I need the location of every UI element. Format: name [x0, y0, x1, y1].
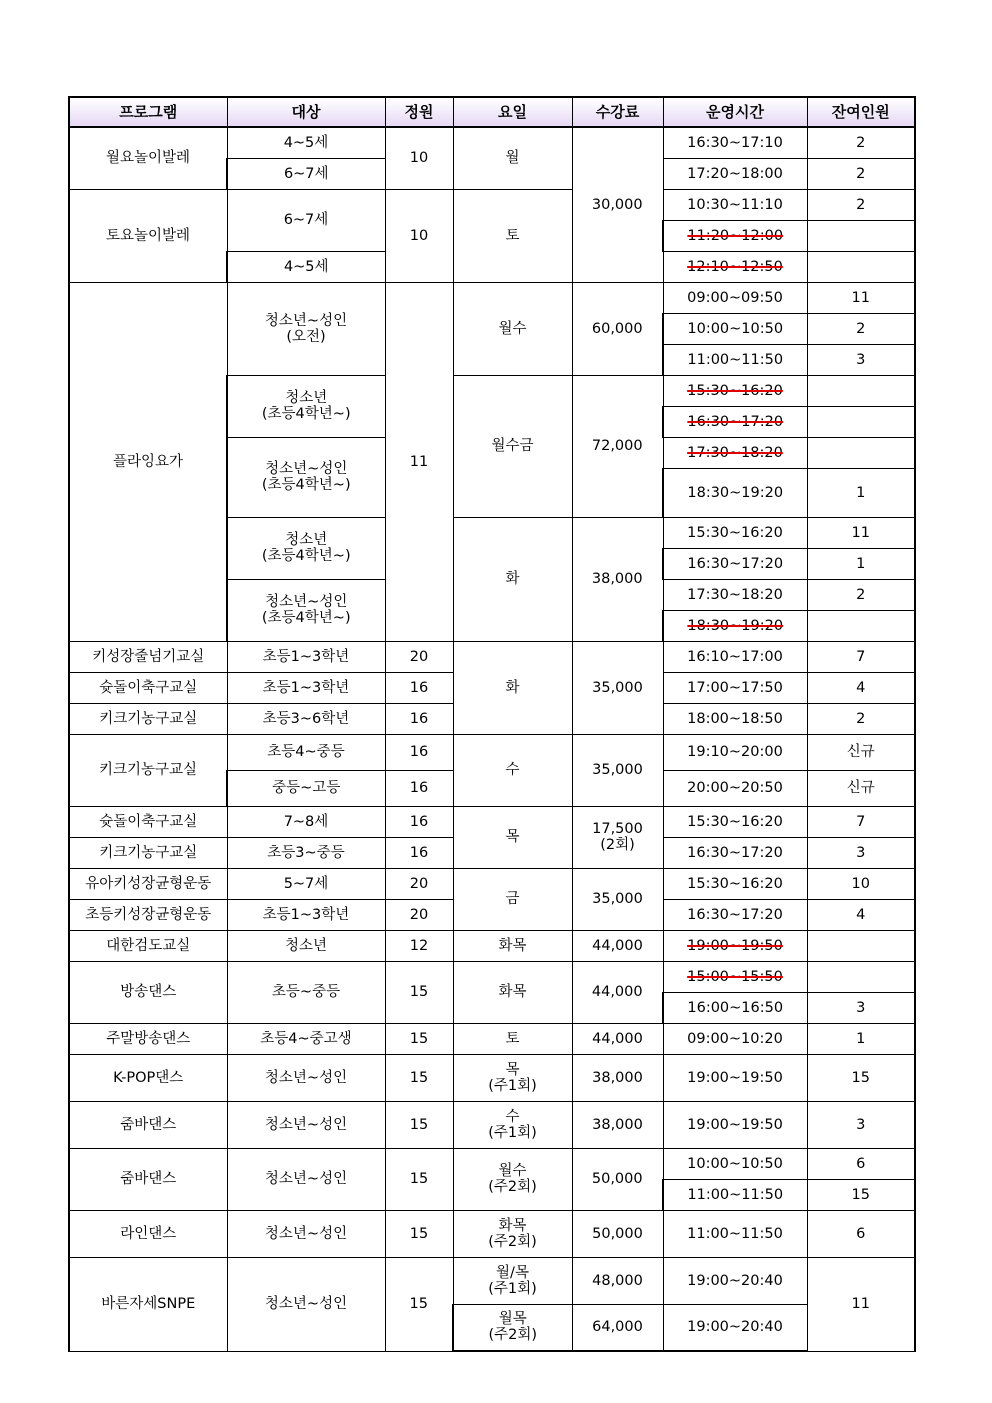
remain-cell	[807, 610, 915, 641]
remain-cell: 4	[807, 672, 915, 703]
capacity-cell: 15	[385, 1210, 453, 1257]
program-cell: 줌바댄스	[69, 1101, 227, 1148]
capacity-cell: 16	[385, 672, 453, 703]
remain-cell: 3	[807, 344, 915, 375]
capacity-cell: 15	[385, 1023, 453, 1054]
day-cell: 화목 (주2회)	[453, 1210, 572, 1257]
capacity-cell: 15	[385, 1054, 453, 1101]
program-cell: 월요놀이발레	[69, 127, 227, 189]
program-cell: 슛돌이축구교실	[69, 672, 227, 703]
capacity-cell: 20	[385, 899, 453, 930]
fee-cell: 50,000	[572, 1148, 663, 1210]
header-time: 운영시간	[663, 97, 807, 127]
capacity-cell: 20	[385, 641, 453, 672]
program-cell: 키크기농구교실	[69, 703, 227, 734]
capacity-cell: 16	[385, 770, 453, 806]
program-cell: K-POP댄스	[69, 1054, 227, 1101]
time-cell: 19:00~20:40	[663, 1257, 807, 1304]
time-cell: 18:00~18:50	[663, 703, 807, 734]
day-cell: 월	[453, 127, 572, 189]
program-cell: 토요놀이발레	[69, 189, 227, 282]
fee-cell: 38,000	[572, 1101, 663, 1148]
day-cell: 화	[453, 641, 572, 734]
time-cell: 11:00~11:50	[663, 344, 807, 375]
remain-cell: 3	[807, 992, 915, 1023]
capacity-cell: 15	[385, 1101, 453, 1148]
remain-cell: 1	[807, 468, 915, 517]
day-cell: 월수	[453, 282, 572, 375]
header-remain: 잔여인원	[807, 97, 915, 127]
day-cell: 화목	[453, 930, 572, 961]
capacity-cell: 15	[385, 1148, 453, 1210]
time-cell: 20:00~20:50	[663, 770, 807, 806]
fee-cell: 35,000	[572, 868, 663, 930]
remain-cell: 7	[807, 641, 915, 672]
remain-cell: 2	[807, 703, 915, 734]
time-cell: 11:00~11:50	[663, 1210, 807, 1257]
fee-cell: 64,000	[572, 1304, 663, 1351]
target-cell: 초등1~3학년	[227, 641, 385, 672]
day-cell: 목	[453, 806, 572, 868]
remain-cell: 11	[807, 517, 915, 548]
time-cell: 19:00~19:50	[663, 1054, 807, 1101]
target-cell: 청소년~성인	[227, 1210, 385, 1257]
target-cell: 중등~고등	[227, 770, 385, 806]
time-cell: 15:30~16:20	[663, 806, 807, 837]
table-row	[69, 1054, 915, 1101]
time-cell: 15:30~16:20	[663, 868, 807, 899]
capacity-cell: 10	[385, 189, 453, 282]
table-row	[69, 961, 915, 992]
program-cell: 키크기농구교실	[69, 734, 227, 806]
table-row	[69, 1148, 915, 1179]
time-cell: 16:30~17:20	[663, 837, 807, 868]
remain-cell	[807, 437, 915, 468]
time-cell-closed: 15:30~16:20	[663, 375, 807, 406]
target-cell: 청소년	[227, 930, 385, 961]
table-row	[69, 1023, 915, 1054]
time-cell-closed: 16:30~17:20	[663, 406, 807, 437]
table-row	[69, 868, 915, 899]
target-cell: 청소년~성인 (초등4학년~)	[227, 579, 385, 641]
day-cell: 토	[453, 1023, 572, 1054]
fee-cell: 17,500 (2회)	[572, 806, 663, 868]
target-cell: 5~7세	[227, 868, 385, 899]
capacity-cell: 16	[385, 806, 453, 837]
header-capacity: 정원	[385, 97, 453, 127]
capacity-cell: 20	[385, 868, 453, 899]
program-cell: 플라잉요가	[69, 282, 227, 641]
table-row	[69, 127, 915, 158]
capacity-cell: 15	[385, 1257, 453, 1351]
day-cell: 화목	[453, 961, 572, 1023]
remain-cell	[807, 961, 915, 992]
table-row	[69, 1257, 915, 1304]
remain-cell: 7	[807, 806, 915, 837]
time-cell-closed: 15:00~15:50	[663, 961, 807, 992]
table-row	[69, 930, 915, 961]
fee-cell: 30,000	[572, 127, 663, 282]
remain-cell: 신규	[807, 770, 915, 806]
time-cell: 18:30~19:20	[663, 468, 807, 517]
target-cell: 청소년~성인 (오전)	[227, 282, 385, 375]
table-row	[69, 734, 915, 770]
program-cell: 초등키성장균형운동	[69, 899, 227, 930]
day-cell: 월/목 (주1회)	[453, 1257, 572, 1304]
time-cell: 15:30~16:20	[663, 517, 807, 548]
remain-cell: 6	[807, 1148, 915, 1179]
target-cell: 청소년~성인	[227, 1054, 385, 1101]
remain-cell: 1	[807, 548, 915, 579]
time-cell: 16:10~17:00	[663, 641, 807, 672]
remain-cell: 10	[807, 868, 915, 899]
target-cell: 4~5세	[227, 251, 385, 282]
remain-cell: 신규	[807, 734, 915, 770]
target-cell: 초등4~중등	[227, 734, 385, 770]
fee-cell: 35,000	[572, 734, 663, 806]
target-cell: 초등4~중고생	[227, 1023, 385, 1054]
time-cell: 09:00~09:50	[663, 282, 807, 313]
target-cell: 청소년 (초등4학년~)	[227, 375, 385, 437]
capacity-cell: 11	[385, 282, 453, 641]
target-cell: 청소년~성인	[227, 1148, 385, 1210]
day-cell: 월수금	[453, 375, 572, 517]
target-cell: 초등3~6학년	[227, 703, 385, 734]
program-cell: 라인댄스	[69, 1210, 227, 1257]
time-cell: 10:00~10:50	[663, 1148, 807, 1179]
target-cell: 청소년~성인	[227, 1257, 385, 1351]
table-row	[69, 189, 915, 220]
program-cell: 키크기농구교실	[69, 837, 227, 868]
remain-cell: 11	[807, 282, 915, 313]
fee-cell: 50,000	[572, 1210, 663, 1257]
table-row	[69, 641, 915, 672]
target-cell: 초등3~중등	[227, 837, 385, 868]
capacity-cell: 16	[385, 734, 453, 770]
target-cell: 초등1~3학년	[227, 672, 385, 703]
remain-cell: 6	[807, 1210, 915, 1257]
program-cell: 바른자세SNPE	[69, 1257, 227, 1351]
remain-cell	[807, 930, 915, 961]
day-cell: 수	[453, 734, 572, 806]
time-cell-closed: 18:30~19:20	[663, 610, 807, 641]
target-cell: 7~8세	[227, 806, 385, 837]
time-cell: 17:20~18:00	[663, 158, 807, 189]
time-cell: 17:00~17:50	[663, 672, 807, 703]
time-cell: 10:30~11:10	[663, 189, 807, 220]
capacity-cell: 16	[385, 703, 453, 734]
target-cell: 청소년 (초등4학년~)	[227, 517, 385, 579]
remain-cell: 3	[807, 1101, 915, 1148]
time-cell: 17:30~18:20	[663, 579, 807, 610]
time-cell-closed: 11:20~12:00	[663, 220, 807, 251]
fee-cell: 48,000	[572, 1257, 663, 1304]
fee-cell: 72,000	[572, 375, 663, 517]
remain-cell: 2	[807, 313, 915, 344]
fee-cell: 44,000	[572, 930, 663, 961]
target-cell: 청소년~성인	[227, 1101, 385, 1148]
program-cell: 줌바댄스	[69, 1148, 227, 1210]
target-cell: 6~7세	[227, 158, 385, 189]
target-cell: 초등1~3학년	[227, 899, 385, 930]
target-cell: 청소년~성인 (초등4학년~)	[227, 437, 385, 517]
day-cell: 수 (주1회)	[453, 1101, 572, 1148]
target-cell: 4~5세	[227, 127, 385, 158]
day-cell: 목 (주1회)	[453, 1054, 572, 1101]
program-cell: 키성장줄넘기교실	[69, 641, 227, 672]
time-cell: 11:00~11:50	[663, 1179, 807, 1210]
time-cell: 19:00~20:40	[663, 1304, 807, 1351]
table-row	[69, 1101, 915, 1148]
remain-cell: 2	[807, 189, 915, 220]
remain-cell: 15	[807, 1179, 915, 1210]
remain-cell: 15	[807, 1054, 915, 1101]
day-cell: 월목 (주2회)	[453, 1304, 572, 1351]
remain-cell: 1	[807, 1023, 915, 1054]
day-cell: 금	[453, 868, 572, 930]
time-cell: 16:00~16:50	[663, 992, 807, 1023]
remain-cell: 4	[807, 899, 915, 930]
table-row	[69, 806, 915, 837]
fee-cell: 60,000	[572, 282, 663, 375]
remain-cell: 2	[807, 579, 915, 610]
time-cell: 16:30~17:20	[663, 548, 807, 579]
program-cell: 유아키성장균형운동	[69, 868, 227, 899]
capacity-cell: 12	[385, 930, 453, 961]
remain-cell	[807, 220, 915, 251]
fee-cell: 38,000	[572, 517, 663, 641]
fee-cell: 44,000	[572, 1023, 663, 1054]
header-fee: 수강료	[572, 97, 663, 127]
day-cell: 월수 (주2회)	[453, 1148, 572, 1210]
day-cell: 토	[453, 189, 572, 282]
remain-cell: 2	[807, 158, 915, 189]
remain-cell: 3	[807, 837, 915, 868]
fee-cell: 44,000	[572, 961, 663, 1023]
program-cell: 주말방송댄스	[69, 1023, 227, 1054]
time-cell-closed: 19:00~19:50	[663, 930, 807, 961]
remain-cell	[807, 251, 915, 282]
remain-cell: 11	[807, 1257, 915, 1351]
program-schedule-table	[68, 96, 916, 1352]
table-row	[69, 282, 915, 313]
capacity-cell: 16	[385, 837, 453, 868]
header-target: 대상	[227, 97, 385, 127]
remain-cell: 2	[807, 127, 915, 158]
time-cell: 09:00~10:20	[663, 1023, 807, 1054]
time-cell-closed: 17:30~18:20	[663, 437, 807, 468]
program-cell: 슛돌이축구교실	[69, 806, 227, 837]
program-cell: 대한검도교실	[69, 930, 227, 961]
fee-cell: 38,000	[572, 1054, 663, 1101]
remain-cell	[807, 375, 915, 406]
time-cell: 16:30~17:20	[663, 899, 807, 930]
capacity-cell: 10	[385, 127, 453, 189]
day-cell: 화	[453, 517, 572, 641]
header-program: 프로그램	[69, 97, 227, 127]
target-cell: 초등~중등	[227, 961, 385, 1023]
target-cell: 6~7세	[227, 189, 385, 251]
time-cell: 19:00~19:50	[663, 1101, 807, 1148]
header-row	[69, 97, 915, 127]
fee-cell: 35,000	[572, 641, 663, 734]
header-day: 요일	[453, 97, 572, 127]
time-cell: 10:00~10:50	[663, 313, 807, 344]
table-row	[69, 1210, 915, 1257]
program-cell: 방송댄스	[69, 961, 227, 1023]
capacity-cell: 15	[385, 961, 453, 1023]
time-cell: 19:10~20:00	[663, 734, 807, 770]
time-cell: 16:30~17:10	[663, 127, 807, 158]
time-cell-closed: 12:10~12:50	[663, 251, 807, 282]
remain-cell	[807, 406, 915, 437]
